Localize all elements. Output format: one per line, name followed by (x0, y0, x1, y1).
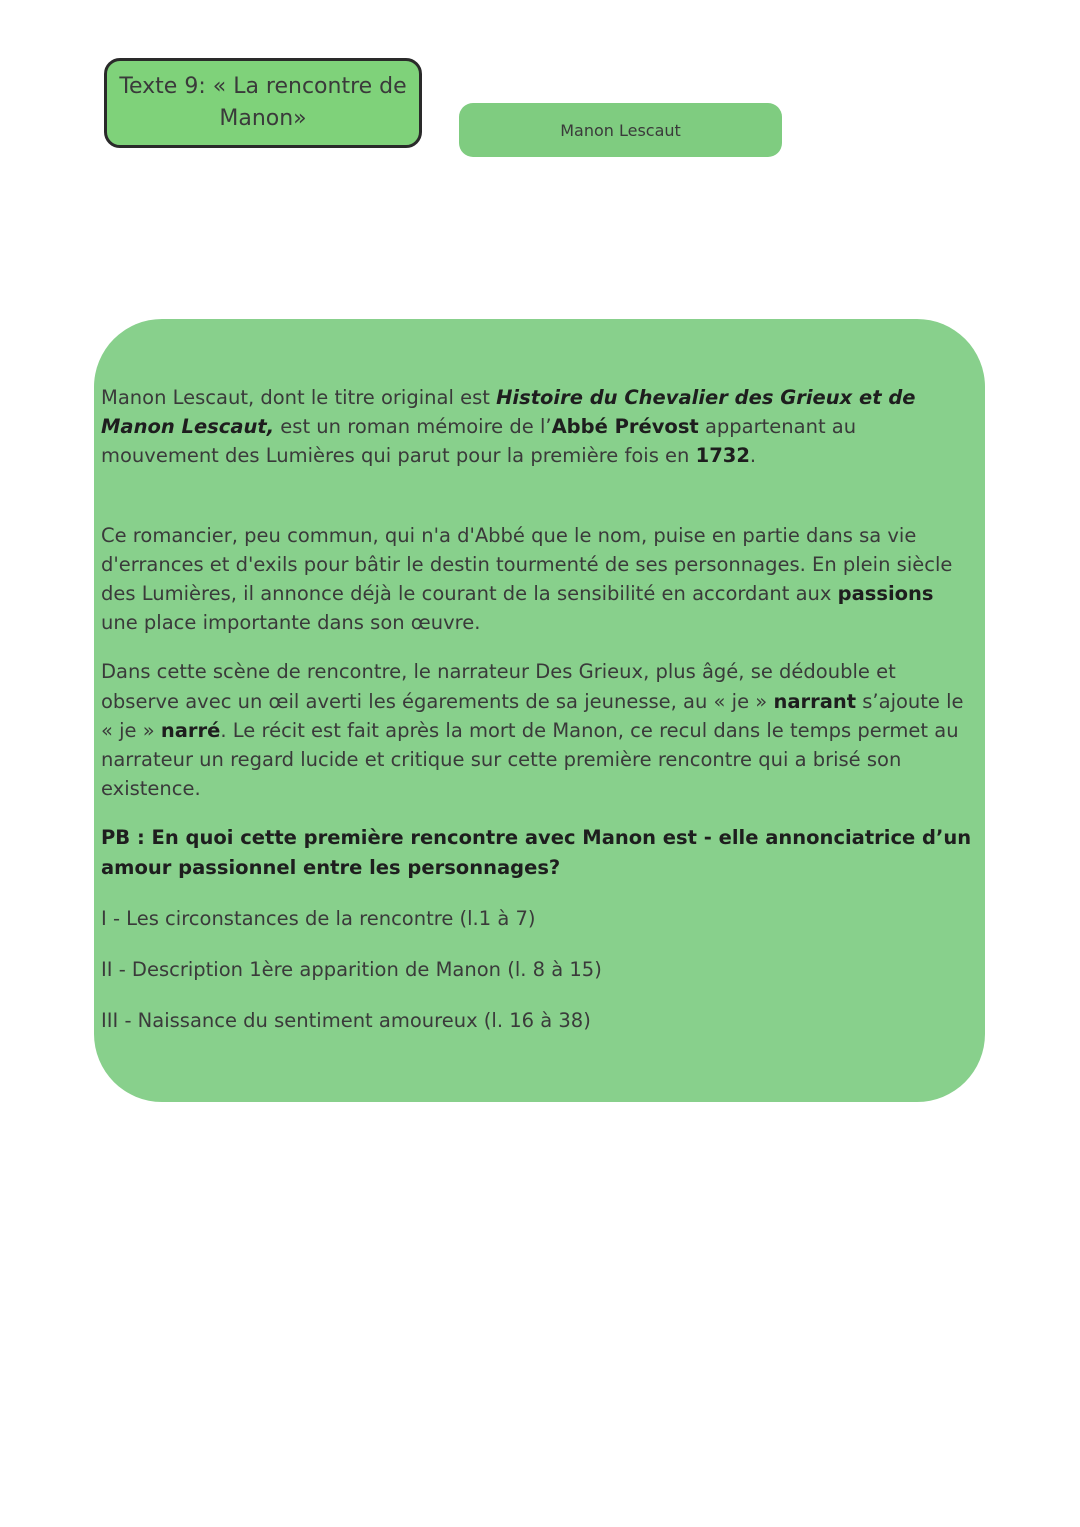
subject-label (459, 103, 782, 157)
subject-name: Manon Lescaut (560, 120, 681, 140)
keyword-narrant: narrant (773, 689, 857, 713)
text-run: une place importante dans son œuvre. (101, 611, 481, 635)
text-run: appartenant au mouvement des Lumières qui parut pour la première fois en (101, 415, 857, 468)
keyword-passions: passions (837, 582, 934, 606)
intro-paragraph-3 (101, 657, 975, 803)
author-name: Abbé Prévost (551, 415, 699, 439)
original-title: Histoire du Chevalier des Grieux et de Manon Lescaut, (101, 386, 916, 439)
problematique: PB : En quoi cette première rencontre avec Manon est - elle annonciatrice d’un amour passionnel entre les personnages? (101, 826, 972, 879)
outline-plan (101, 904, 975, 1036)
text-run: Ce romancier, peu commun, qui n'a d'Abbé que le nom, puise en partie dans sa vie d'errances et d'exils pour bâtir le destin tourmenté de ses personnages. En plein siècle des Lumières, il annonce déjà le courant de la sensibilité en accordant aux (101, 523, 953, 606)
plan-item-3: III - Naissance du sentiment amoureux (l. 16 à 38) (101, 1008, 591, 1032)
text-run: . Le récit est fait après la mort de Manon, ce recul dans le temps permet au narrateur un regard lucide et critique sur cette première rencontre qui a brisé son existence. (101, 718, 959, 801)
text-run: Dans cette scène de rencontre, le narrateur Des Grieux, plus âgé, se dédouble et observe avec un œil averti les égarements de sa jeunesse, au « je » (101, 660, 896, 713)
introduction-card (94, 319, 985, 1102)
intro-paragraph-1 (101, 383, 975, 471)
plan-item-2: II - Description 1ère apparition de Manon (l. 8 à 15) (101, 957, 602, 981)
text-run: est un roman mémoire de l’ (274, 415, 552, 439)
keyword-narre: narré (160, 718, 221, 742)
plan-item-1: I - Les circonstances de la rencontre (l.1 à 7) (101, 906, 536, 930)
text-title-box (104, 58, 422, 148)
intro-paragraph-2 (101, 521, 975, 638)
text-run: s’ajoute le « je » (101, 689, 964, 742)
publication-year: 1732 (695, 444, 750, 468)
text-run: Manon Lescaut, dont le titre original est (101, 386, 497, 409)
text-run: . (749, 444, 757, 468)
text-title: Texte 9: « La rencontre de Manon» (119, 74, 407, 131)
